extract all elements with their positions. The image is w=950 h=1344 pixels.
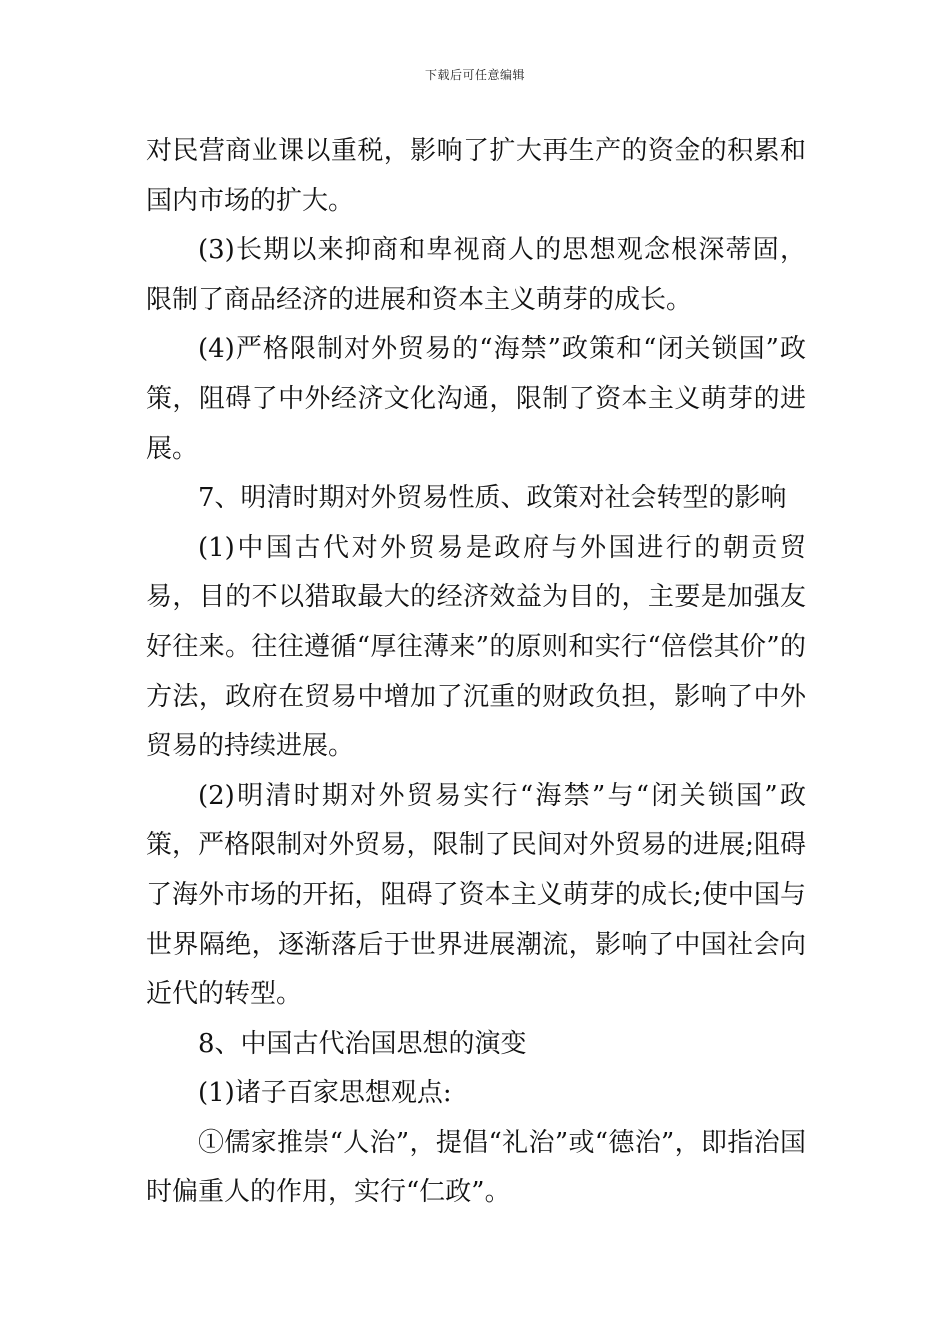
paragraph-continuation: 对民营商业课以重税，影响了扩大再生产的资金的积累和国内市场的扩大。: [146, 136, 806, 216]
paragraph-8-item-1: (1)诸子百家思想观点:: [198, 1078, 452, 1109]
paragraph-8-subitem-1: ①儒家推崇“人治”，提倡“礼治”或“德治”，即指治国时偏重人的作用，实行“仁政”。: [146, 1127, 806, 1208]
paragraph-item-3: (3)长期以来抑商和卑视商人的思想观念根深蒂固，限制了商品经济的进展和资本主义萌芽的成长。: [146, 235, 806, 315]
paragraph-7-item-1: (1)中国古代对外贸易是政府与外国进行的朝贡贸易，目的不以猎取最大的经济效益为目的，主要是加强友好往来。往往遵循“厚往薄来”的原则和实行“倍偿其价”的方法，政府在贸易中增加了沉重的财政负担，影响了中外贸易的持续进展。: [146, 532, 806, 762]
section-heading-7: 7、明清时期对外贸易性质、政策对社会转型的影响: [198, 483, 787, 514]
paragraph-7-item-2: (2)明清时期对外贸易实行“海禁”与“闭关锁国”政策，严格限制对外贸易，限制了民间对外贸易的进展;阻碍了海外市场的开拓，阻碍了资本主义萌芽的成长;使中国与世界隔绝，逐渐落后于世界进展潮流，影响了中国社会向近代的转型。: [146, 780, 806, 1010]
document-body: [146, 127, 806, 1218]
paragraph-item-4: (4)严格限制对外贸易的“海禁”政策和“闭关锁国”政策，阻碍了中外经济文化沟通，限制了资本主义萌芽的进展。: [146, 334, 806, 464]
page-header-note: 下载后可任意编辑: [424, 68, 525, 82]
section-heading-8: 8、中国古代治国思想的演变: [198, 1028, 527, 1059]
